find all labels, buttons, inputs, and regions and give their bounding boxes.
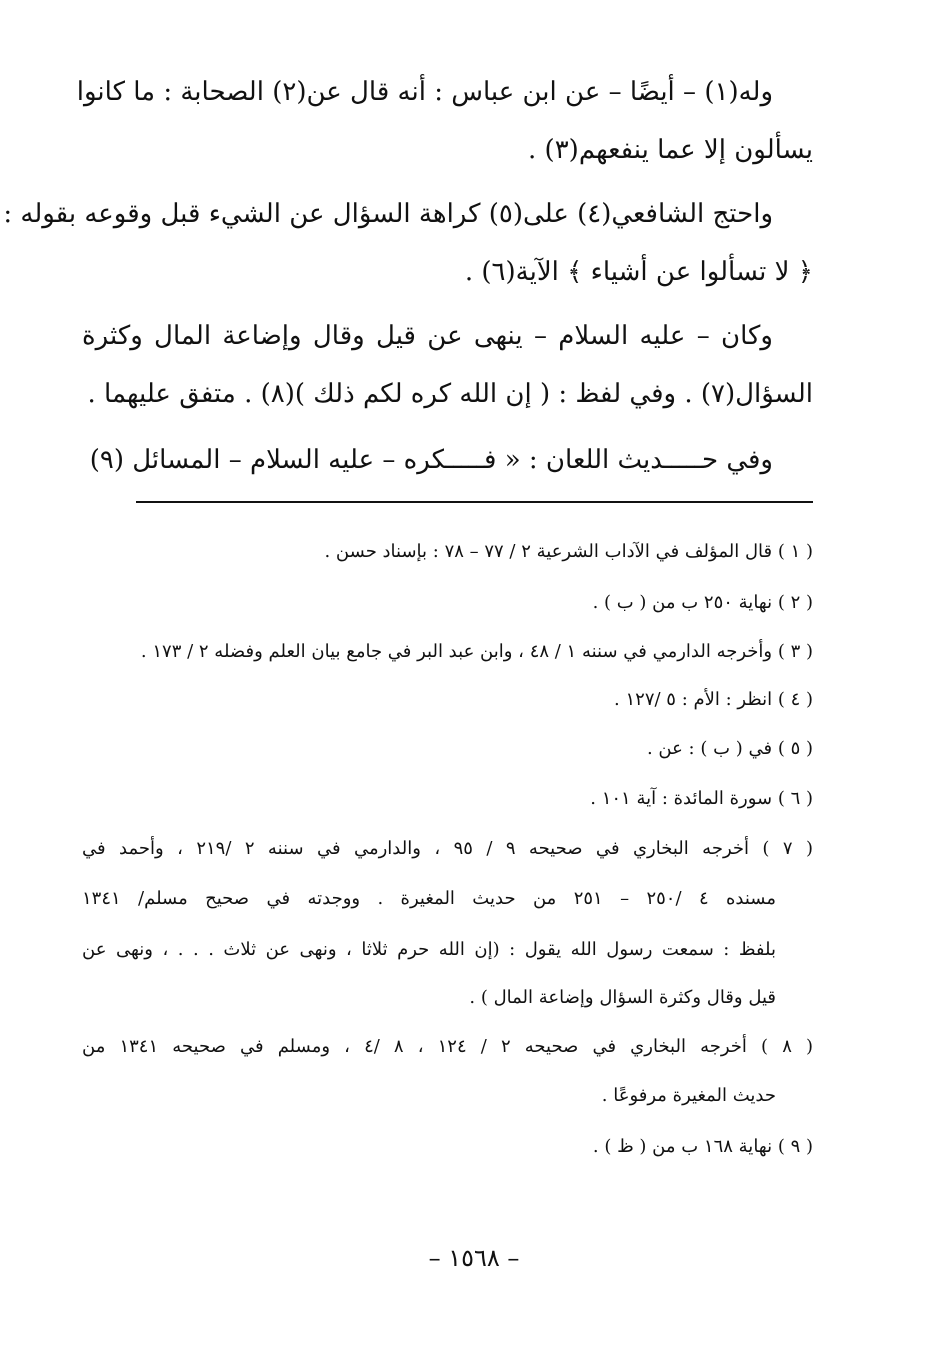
footnote-line: ( ٢ ) نهاية ٢٥٠ ب من ( ب ) . bbox=[592, 592, 813, 613]
footnote-line: مسنده ٤ /٢٥٠ – ٢٥١ من حديث المغيرة . ووجدته في صحيح مسلم/ ١٣٤١ bbox=[82, 888, 776, 909]
footnote-line: ( ٦ ) سورة المائدة : آية ١٠١ . bbox=[590, 788, 813, 809]
footnote-line: ( ٧ ) أخرجه البخاري في صحيحه ٩ / ٩٥ ، والدارمي في سننه ٢ /٢١٩ ، وأحمد في bbox=[82, 838, 813, 859]
footnote-line: حديث المغيرة مرفوعًا . bbox=[601, 1085, 776, 1106]
footnote-line: ( ٨ ) أخرجه البخاري في صحيحه ٢ / ١٢٤ ، ٨ /٤ ، ومسلم في صحيحه ١٣٤١ من bbox=[82, 1036, 813, 1057]
main-text-line: وله(١) – أيضًا – عن ابن عباس : أنه قال عن(٢) الصحابة : ما كانوا bbox=[76, 77, 773, 107]
main-text-line: وفي حـــــديث اللعان : « فـــــكره – عليه السلام – المسائل (٩) bbox=[89, 445, 773, 475]
main-text-line: وكان – عليه السلام – ينهى عن قيل وقال وإضاعة المال وكثرة bbox=[82, 321, 773, 351]
main-text-line: يسألون إلا عما ينفعهم(٣) . bbox=[528, 135, 813, 165]
footnote-line: قيل وقال وكثرة السؤال وإضاعة المال ) . bbox=[469, 987, 776, 1008]
footnote-line: ( ٤ ) انظر : الأم : ٥ /١٢٧ . bbox=[614, 689, 813, 710]
page-number: – ١٥٦٨ – bbox=[428, 1244, 520, 1272]
footnote-line: ( ١ ) قال المؤلف في الآداب الشرعية ٢ / ٧٧ – ٧٨ : بإسناد حسن . bbox=[324, 541, 813, 562]
main-text-line: السؤال(٧) . وفي لفظ : ( إن الله كره لكم ذلك )(٨) . متفق عليهما . bbox=[87, 379, 813, 409]
footnote-divider bbox=[136, 501, 813, 503]
footnote-line: ( ٩ ) نهاية ١٦٨ ب من ( ظ ) . bbox=[592, 1136, 813, 1157]
main-text-line: واحتج الشافعي(٤) على(٥) كراهة السؤال عن الشيء قبل وقوعه بقوله : bbox=[3, 199, 773, 229]
footnote-line: ( ٥ ) في ( ب ) : عن . bbox=[646, 738, 813, 759]
footnote-line: بلفظ : سمعت رسول الله يقول : (إن الله حرم ثلاثا ، ونهى عن ثلاث . . . ، ونهى عن bbox=[82, 939, 776, 960]
main-text-line: ﴿ لا تسألوا عن أشياء ﴾ الآية(٦) . bbox=[464, 257, 813, 287]
footnote-line: ( ٣ ) وأخرجه الدارمي في سننه ١ / ٤٨ ، وابن عبد البر في جامع بيان العلم وفضله ٢ / ١٧٣ . bbox=[140, 641, 813, 662]
